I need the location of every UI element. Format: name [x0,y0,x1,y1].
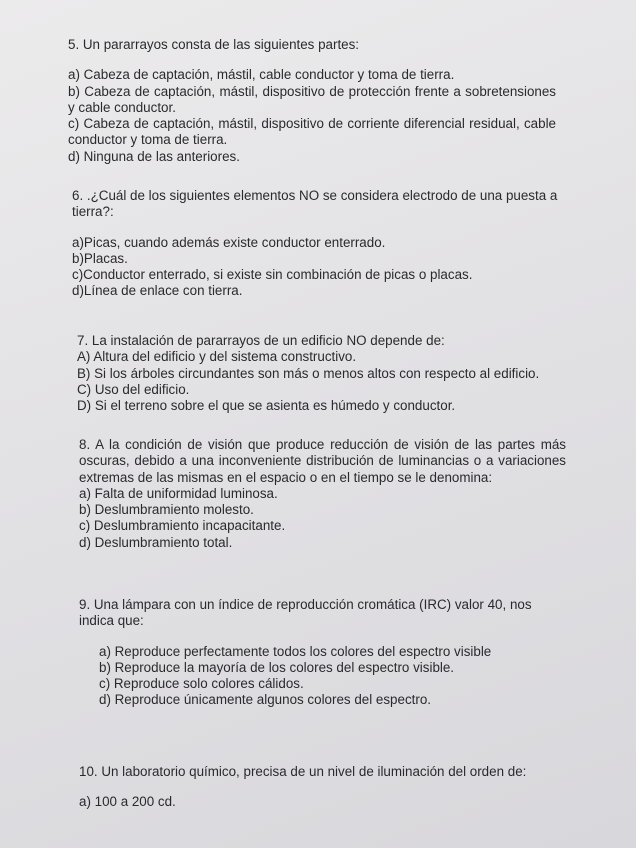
question-6-options [72,235,560,300]
question-8-option-b: b) Deslumbramiento molesto. [79,502,254,518]
question-8-options [79,486,566,551]
question-6-title: 6. .¿Cuál de los siguientes elementos NO se considera electrodo de una puesta a tierra?: [72,188,558,220]
question-7 [77,333,565,414]
question-5-option-c: c) Cabeza de captación, mástil, dispositivo de corriente diferencial residual, cable conductor y toma de tierra. [68,116,556,148]
question-8 [79,437,566,551]
question-6-option-c: c)Conductor enterrado, si existe sin combinación de picas o placas. [72,267,473,283]
question-9-options [79,644,566,709]
question-8-option-a: a) Falta de uniformidad luminosa. [79,485,278,501]
question-5-option-a: a) Cabeza de captación, mástil, cable conductor y toma de tierra. [68,67,455,83]
question-8-option-d: d) Deslumbramiento total. [79,534,233,550]
question-9-option-d: d) Reproduce únicamente algunos colores del espectro. [99,692,431,708]
question-5-title: 5. Un pararrayos consta de las siguientes partes: [68,37,360,52]
question-10-title: 10. Un laboratorio químico, precisa de un nivel de iluminación del orden de: [79,764,527,779]
question-7-title: 7. La instalación de pararrayos de un edificio NO depende de: [77,333,445,348]
question-5-option-d: d) Ninguna de las anteriores. [68,148,240,164]
question-9-title: 9. Una lámpara con un índice de reproducción cromática (IRC) valor 40, nos indica que: [79,597,532,629]
question-8-option-c: c) Deslumbramiento incapacitante. [79,518,286,534]
question-6 [72,188,560,300]
question-5-option-b: b) Cabeza de captación, mástil, dispositivo de protección frente a sobretensiones y cable conductor. [68,83,556,115]
question-9 [79,597,566,709]
question-5-options [68,67,556,165]
question-5 [68,37,556,165]
question-9-option-a: a) Reproduce perfectamente todos los colores del espectro visible [99,643,492,659]
question-10-options [79,794,566,810]
question-7-options [77,349,565,414]
question-7-option-d: D) Si el terreno sobre el que se asienta es húmedo y conductor. [77,398,456,414]
question-10 [79,764,566,811]
question-6-option-b: b)Placas. [72,250,128,266]
question-6-option-d: d)Línea de enlace con tierra. [72,283,243,299]
question-9-option-b: b) Reproduce la mayoría de los colores del espectro visible. [99,659,455,675]
question-8-title: 8. A la condición de visión que produce reducción de visión de las partes más oscuras, debido a una inconveniente distribución de luminancias o a variaciones extremas de las mismas en el espacio o en el tiempo se le denomina: [79,437,566,485]
question-7-option-a: A) Altura del edificio y del sistema constructivo. [77,349,357,365]
question-9-option-c: c) Reproduce solo colores cálidos. [99,676,304,692]
question-6-option-a: a)Picas, cuando además existe conductor enterrado. [72,234,386,250]
question-7-option-c: C) Uso del edificio. [77,381,190,397]
question-10-option-a: a) 100 a 200 cd. [79,794,176,810]
question-7-option-b: B) Si los árboles circundantes son más o menos altos con respecto al edificio. [77,365,540,381]
